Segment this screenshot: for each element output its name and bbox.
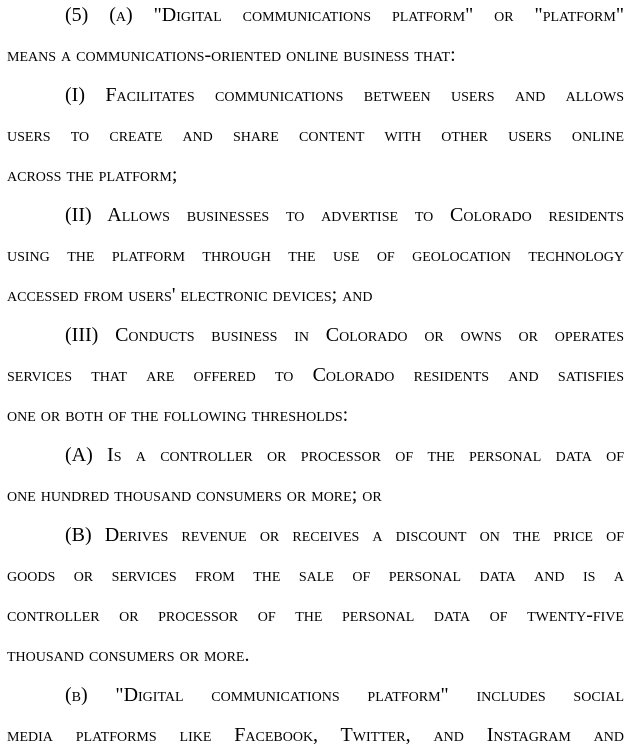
- subparagraph-II-line-3: accessed from users' electronic devices; and: [7, 284, 373, 306]
- subsubparagraph-A-line-1: (A) Is a controller or processor of the personal data of: [65, 444, 624, 466]
- subsubparagraph-A-line-2: one hundred thousand consumers or more; or: [7, 484, 382, 506]
- paragraph-5b-line-2: media platforms like Facebook, Twitter, and Instagram and: [7, 724, 624, 746]
- subsubparagraph-B-line-3: controller or processor of the personal data of twenty-five: [7, 604, 624, 626]
- subparagraph-II-line-1: (II) Allows businesses to advertise to Colorado residents: [65, 204, 624, 226]
- subparagraph-III-line-2: services that are offered to Colorado residents and satisfies: [7, 364, 624, 386]
- paragraph-5a-line-1: (5) (a) "Digital communications platform" or "platform": [65, 4, 624, 26]
- subparagraph-III-line-1: (III) Conducts business in Colorado or owns or operates: [65, 324, 624, 346]
- subparagraph-I-line-2: users to create and share content with other users online: [7, 124, 624, 146]
- subparagraph-I-line-1: (I) Facilitates communications between users and allows: [65, 84, 624, 106]
- subparagraph-I-line-3: across the platform;: [7, 164, 178, 186]
- subparagraph-III-line-3: one or both of the following thresholds:: [7, 404, 349, 426]
- subsubparagraph-B-line-1: (B) Derives revenue or receives a discount on the price of: [65, 524, 624, 546]
- paragraph-5b-line-1: (b) "Digital communications platform" includes social: [65, 684, 624, 706]
- subsubparagraph-B-line-4: thousand consumers or more.: [7, 644, 250, 666]
- paragraph-5a-line-2: means a communications-oriented online business that:: [7, 44, 456, 66]
- subparagraph-II-line-2: using the platform through the use of geolocation technology: [7, 244, 624, 266]
- subsubparagraph-B-line-2: goods or services from the sale of personal data and is a: [7, 564, 624, 586]
